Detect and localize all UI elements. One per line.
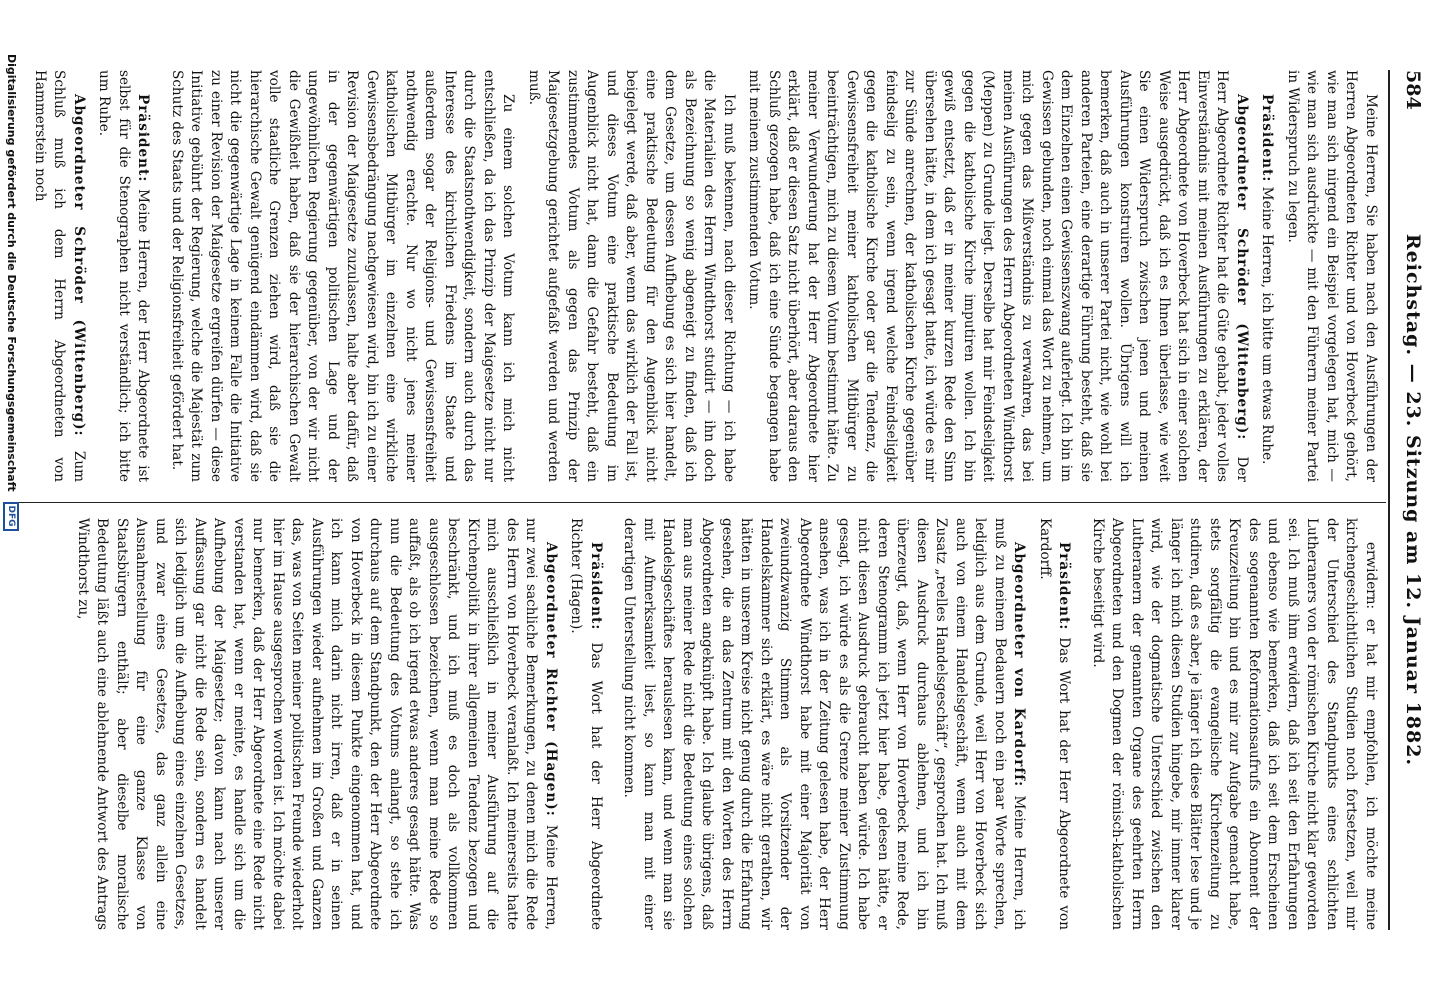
column-divider xyxy=(6,502,1386,503)
right-text-column xyxy=(67,518,1381,930)
paragraph xyxy=(744,70,1251,482)
paragraph xyxy=(524,70,739,482)
running-title: Reichstag. — 23. Sitzung am 12. Januar 1882. xyxy=(1402,233,1424,767)
speaker-label: Abgeordneter Schröder (Wittenberg): xyxy=(71,94,87,437)
paragraph xyxy=(1035,518,1074,930)
speaker-label: Präsident: xyxy=(1259,94,1276,183)
paragraph-text: Zu einem solchen Votum kann ich mich nicht entschließen, da ich das Prinzip der Maigesetze nicht nur durch die Staatsnothwendigkeit, sondern auch durch das Interesse des kirchlichen Friedens im Staate und außerdem sogar der Religions- und Gewissensfreiheit nothwendig erachte. Nur wo nicht jenes meiner katholischen Mitbürger im einzelnen eine wirkliche Gewissensbedrängung nachgewiesen wird, bin ich zu einer Revision der Maigesetze zuzulassen, halte aber dafür, daß in der gegenwärtigen politischen Lage und der ungewöhnlichen Regierung gegenüber, von der wir nicht die Gewißheit haben, daß sie der hierarchischen Gewalt volle staatliche Grenzen ziehen wird, daß sie die hierarchische Gewalt genügend eindämmen wird, daß sie nicht die gegenwärtige Lage in keinem Falle die Initiative zu einer Revision der Maigesetze ergreifen dürfen — diese Initiative gebührt der Regierung, welche die Majestät zum Schutz des Staats und der Religionsfreiheit gefördert hat. xyxy=(169,70,517,482)
paragraph-text: Meine Herren, der Herr Abgeordnete ist selbst für die Stenographen nicht verständlich; ich bitte um Ruhe. xyxy=(96,70,152,482)
speaker-label: Präsident: xyxy=(1056,542,1073,631)
paragraph xyxy=(1088,518,1381,930)
dfg-logo: DFG xyxy=(3,502,19,531)
paragraph xyxy=(30,70,89,482)
paragraph xyxy=(94,70,153,482)
paragraph-text: erwidern: er hat mir empfohlen, ich möchte meine kirchengeschichtlichen Studien noch fortsetzen, weil mir der Unterschied des Standpunkts eines schlichten Lutheraners von der römischen Kirche nicht klar geworden sei. Ich muß ihm erwidern, daß ich seit den Erfahrungen und ebenso wie bemerken, daß ich seit dem Erscheinen des sogenannten Reformationsaufrufs ein Abonnent der Kreuzzeitung bin und es mir zur Aufgabe gemacht habe, stets sorgfältig die evangelische Kirchenzeitung zu studiren, daß es aber, je länger ich diese Blätter lese und je länger ich mich diesen Studien hingebe, mir immer klarer wird, wie der dogmatische Unterschied zwischen den Lutheranern der genannten Organe des geehrten Herrn Abgeordneten und den Dogmen der römisch-katholischen Kirche beseitigt wird. xyxy=(1090,518,1379,930)
paragraph-text: Meine Herren, ich bitte um etwas Ruhe. xyxy=(1259,186,1276,465)
speaker-label: Abgeordneter Schröder (Wittenberg): xyxy=(1234,94,1250,441)
rotated-document-page xyxy=(0,40,1432,960)
paragraph xyxy=(619,518,1029,930)
page-number: 584 xyxy=(1402,70,1424,110)
page-header xyxy=(1388,70,1430,930)
paragraph-text: Meine Herren, nur zwei sachliche Bemerkungen, zu denen mich die Rede des Herrn von Hoverbeck veranlaßt. Ich meinerseits hatte mich ausschließlich in meiner Ausführung auf die Kirchenpolitik in ihrer allgemeinen Tendenz bezogen und beschränkt, und ich muß es doch als vollkommen ausgeschlossen bezeichnen, wenn man meine Rede so auffaßt, als ob ich irgend etwas anderes gesagt hätte. Was nun die Bedeutung des Votums anlangt, so stehe ich durchaus auf dem Standpunkt, den der Herr Abgeordnete von Hoverbeck in diesem Punkte eingenommen hat, und ich kann mich darin nicht irren, daß er in seinen Ausführungen wieder aufnehmen im Großen und Ganzen das, was von Seiten meiner politischen Freunde wiederholt hier im Hause ausgesprochen worden ist. Ich möchte dabei nur bemerken, daß der Herr Abgeordnete eine Rede nicht verstanden hat, wenn er meinte, es handle sich um die Aufhebung der Maigesetze; davon kann nach unserer Auffassung gar nicht die Rede sein, sondern es handelt sich lediglich um die Aufhebung eines einzelnen Gesetzes, und zwar eines Gesetzes, das ganz allein eine Ausnahmestellung für eine ganze Klasse von Staatsbürgern enthält; aber dieselbe moralische Bedeutung läßt auch eine ablehnende Antwort des Antrags Windthorst zu, xyxy=(75,518,559,931)
paragraph-text: Der Herr Abgeordnete Richter hat die Güte gehabt, jeder volles Einverständnis mit meinen Ausführungen zu erklären, der Herr Abgeordnete von Hoverbeck hat sich in einer solchen Weise ausgedrückt, daß ich es Ihnen überlasse, wie weit Sie einen Widerspruch zwischen jenen und meinen Ausführungen konstruiren wollen. Übrigens will ich bemerken, daß auch in unserer Partei nicht, wie wohl bei anderen Parteien, eine derartige Führung besteht, daß sie dem Einzelnen einen Gewissenszwang auferlegt. Ich bin im Gewissen gebunden, noch einmal das Wort zu nehmen, um mich gegen das Mißverständnis zu verwahren, das bei meinen Ausführungen des Herrn Abgeordneten Windthorst (Meppen) zu Grunde liegt. Derselbe hat mir Feindseligkeit gegen die katholische Kirche imputiren wollen. Ich bin gewiß entsetzt, daß er in meiner kurzen Rede den Sinn übersehen hätte, in dem ich gesagt hatte, ich würde es mir zur Sünde anrechnen, der katholischen Kirche gegenüber feindselig zu sein, wenn irgend welche Feindseligkeit gegen die katholische Kirche oder gar die Tendenz, die Gewissensfreiheit meiner katholischen Mitbürger zu beeinträchtigen, mich zu diesem Votum bestimmt hätte. Zu meiner Verwunderung hat der Herr Abgeordnete hier erklärt, daß er diesen Satz nicht überhört, aber daraus den Schluß gezogen habe, daß ich eine Sünde begangen habe mit meinem zustimmenden Votum. xyxy=(746,70,1250,482)
paragraph xyxy=(1283,70,1381,482)
paragraph-text: Meine Herren, ich muß zu meinem Bedauern noch ein paar Worte sprechen, lediglich aus dem Grunde, weil Herr von Hoverbeck sich auch von einem Handelsgeschäft, wenn auch mit dem Zusatz „reelles Handelsgeschäft“, gesprochen hat. Ich muß diesen Ausdruck durchaus ablehnen, und ich bin überzeugt, daß, wenn Herr von Hoverbeck meine Rede, deren Stenogramm ich jetzt hier habe, gelesen hätte, er nicht diesen Ausdruck gebraucht haben würde. Ich habe gesagt, ich würde es als die Grenze meiner Zustimmung ansehen, was ich in der Zeitung gelesen habe, der Herr Abgeordnete Windthorst habe mit einer Majorität von zweiundzwanzig Stimmen als Vorsitzender der Handelskammer sich erklärt, es wäre nicht gerathen, wir hätten in unserem Kreise nicht genug durch die Erfahrung gesehen, die an das Zentrum mit den Worten des Herrn Abgeordneten angeknüpft habe. Ich glaube übrigens, daß man aus meiner Rede nicht die Bedeutung eines solchen Handelsgeschäftes herauslesen kann, und wenn man sie mit Aufmerksamkeit liest, so kann man mit einer derartigen Unterstellung nicht kommen. xyxy=(621,518,1028,930)
paragraph-text: Ich muß bekennen, nach dieser Richtung — ich habe die Materialien des Herrn Windthorst studirt — ihn doch als Bezeichnung so wenig abgeneigt zu finden, daß ich dem Gesetze, um dessen Aufhebung es sich hier handelt, eine praktische Bedeutung für den Augenblick nicht beigelegt werde, daß aber, wenn das wirklich der Fall ist, und dieses Votum eine praktische Bedeutung im Augenblick nicht hat, dann die Gefahr besteht, daß ein zustimmendes Votum als gegen das Prinzip der Maigesetzgebung gerichtet aufgefaßt werden und werden muß. xyxy=(526,70,737,482)
funding-notice: Digitalisierung gefördert durch die Deutsche Forschungsgemeinschaft xyxy=(5,54,18,492)
paragraph-text: Zum Schluß muß ich dem Herrn Abgeordneten von Hammerstein noch xyxy=(32,70,87,482)
left-text-column xyxy=(24,70,1381,482)
page-footer xyxy=(0,40,22,974)
paragraph-text: Meine Herren, Sie haben nach den Ausführungen der Herren Abgeordneten Richter und von Hoverbeck gehört, wie man sich nirgend ein Beispiel vorgelegen hat, mich — wie man sich ausdrückte — mit den Führern meiner Partei in Widerspruch zu legen. xyxy=(1285,70,1379,482)
paragraph xyxy=(566,518,605,930)
speaker-label: Präsident: xyxy=(588,542,604,631)
speaker-label: Abgeordneter Richter (Hagen): xyxy=(543,542,559,817)
paragraph-text: Das Wort hat der Herr Abgeordnete von Kardorff. xyxy=(1037,518,1073,930)
speaker-label: Präsident: xyxy=(135,94,152,183)
speaker-label: Abgeordneter von Kardorff: xyxy=(1011,542,1028,788)
paragraph-text: Das Wort hat der Herr Abgeordnete Richter (Hagen). xyxy=(568,518,604,931)
paragraph xyxy=(1257,70,1277,482)
paragraph xyxy=(73,518,561,930)
paragraph xyxy=(167,70,518,482)
